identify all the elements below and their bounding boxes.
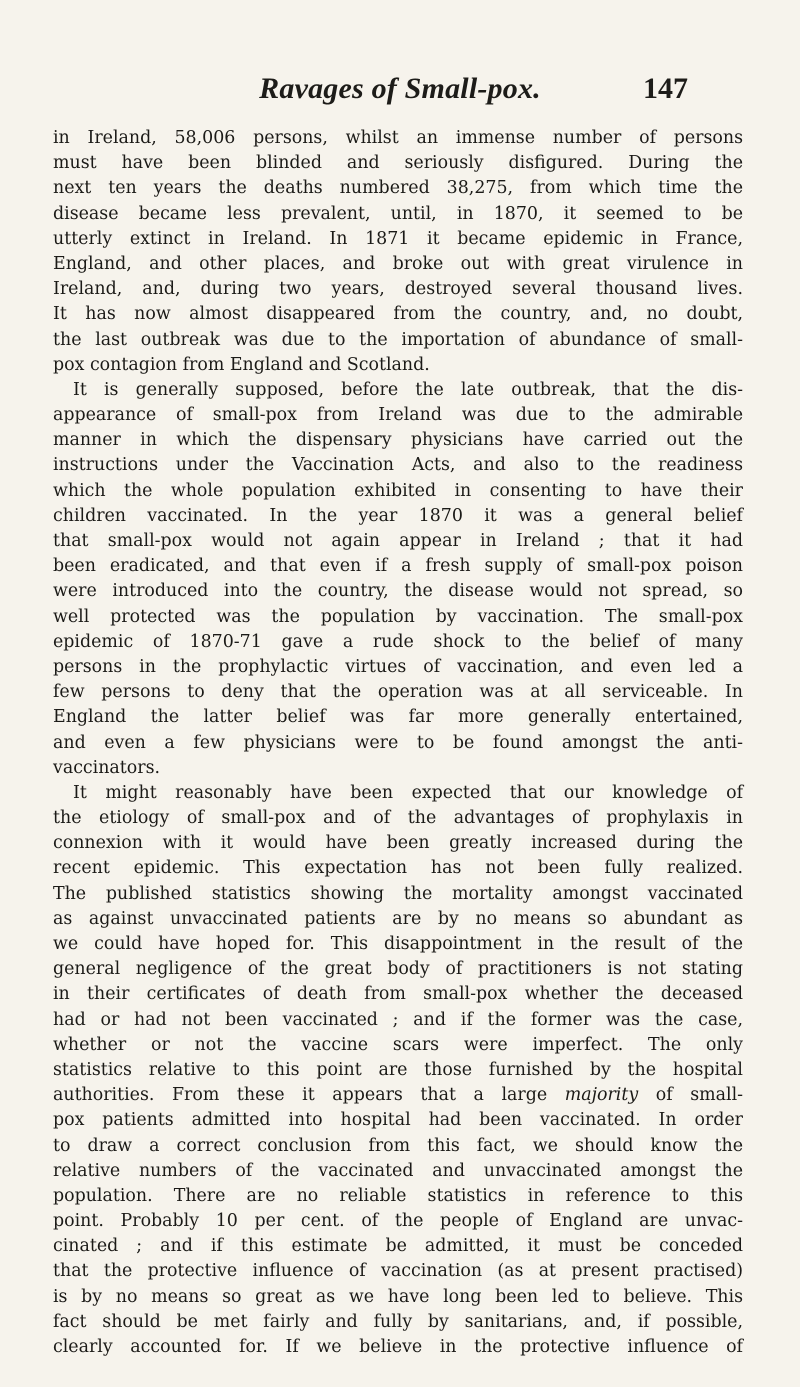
text-line: recent epidemic. This expectation has not been fully realized. [53, 858, 743, 879]
text-line: that the protective influence of vaccination (as at present practised) [53, 1261, 743, 1282]
text-line: well protected was the population by vaccination. The small-pox [53, 606, 743, 627]
text-line: Ireland, and, during two years, destroyed several thousand lives. [53, 279, 743, 300]
text-line: the etiology of small-pox and of the advantages of prophylaxis in [53, 808, 743, 829]
text-line: whether or not the vaccine scars were imperfect. The only [53, 1034, 743, 1055]
text-line: as against unvaccinated patients are by no means so abundant as [53, 908, 743, 929]
text-line: is by no means so great as we have long been led to believe. This [53, 1286, 743, 1307]
text-line: instructions under the Vaccination Acts, and also to the readiness [53, 455, 743, 476]
text-line: fact should be met fairly and fully by sanitarians, and, if possible, [53, 1311, 743, 1332]
text-line: children vaccinated. In the year 1870 it was a general belief [53, 505, 743, 526]
text-line: had or had not been vaccinated ; and if the former was the case, [53, 1009, 743, 1030]
text-line: It has now almost disappeared from the country, and, no doubt, [53, 304, 743, 325]
text-line: The published statistics showing the mortality amongst vaccinated [53, 883, 743, 904]
text-line: manner in which the dispensary physicians have carried out the [53, 430, 743, 451]
text-line: that small-pox would not again appear in Ireland ; that it had [53, 531, 743, 551]
text-line: were introduced into the country, the disease would not spread, so [53, 581, 743, 602]
text-line: to draw a correct conclusion from this fact, we should know the [53, 1135, 743, 1156]
running-head [0, 72, 800, 112]
text-line: point. Probably 10 per cent. of the people of England are unvac- [53, 1211, 743, 1232]
text-line: It is generally supposed, before the late outbreak, that the dis- [73, 379, 743, 400]
text-line: next ten years the deaths numbered 38,275, from which time the [53, 178, 743, 199]
emphasized-word: majority [564, 1085, 639, 1106]
text-line: connexion with it would have been greatly increased during the [53, 833, 743, 854]
text-line: relative numbers of the vaccinated and unvaccinated amongst the [53, 1160, 743, 1181]
text-line: appearance of small-pox from Ireland was due to the admirable [53, 405, 743, 426]
text-line: we could have hoped for. This disappointment in the result of the [53, 934, 743, 954]
text-line: disease became less prevalent, until, in 1870, it seemed to be [53, 203, 743, 224]
text-line: general negligence of the great body of practitioners is not stating [53, 959, 743, 980]
text-line: clearly accounted for. If we believe in the protective influence of [53, 1337, 743, 1357]
text-line: pox patients admitted into hospital had been vaccinated. In order [53, 1110, 743, 1131]
page-number: 147 [643, 72, 688, 105]
text-line: few persons to deny that the operation was at all serviceable. In [53, 682, 743, 703]
text-line: and even a few physicians were to be found amongst the anti- [53, 732, 743, 753]
text-line: England the latter belief was far more generally entertained, [53, 707, 743, 728]
text-line: authorities. From these it appears that a large majority of small- [53, 1085, 744, 1106]
text-line: cinated ; and if this estimate be admitted, it must be conceded [53, 1236, 743, 1257]
text-line: must have been blinded and seriously disfigured. During the [53, 153, 743, 174]
text-line: vaccinators. [53, 757, 161, 778]
text-line: which the whole population exhibited in consenting to have their [53, 480, 743, 501]
text-line: population. There are no reliable statistics in reference to this [53, 1185, 743, 1206]
text-line: England, and other places, and broke out with great virulence in [53, 253, 743, 274]
body-text [53, 126, 743, 1360]
text-line: statistics relative to this point are those furnished by the hospital [53, 1059, 743, 1080]
text-line: persons in the prophylactic virtues of vaccination, and even led a [53, 656, 743, 677]
text-line: in their certificates of death from small-pox whether the deceased [53, 984, 743, 1005]
text-line: been eradicated, and that even if a fresh supply of small-pox poison [53, 556, 743, 577]
text-line: in Ireland, 58,006 persons, whilst an immense number of persons [53, 128, 743, 148]
text-line: epidemic of 1870-71 gave a rude shock to the belief of many [53, 631, 743, 652]
text-line: the last outbreak was due to the importation of abundance of small- [53, 329, 743, 350]
text-line: It might reasonably have been expected that our knowledge of [73, 782, 743, 803]
text-line: pox contagion from England and Scotland. [53, 354, 430, 375]
running-title: Ravages of Small-pox. [259, 72, 541, 105]
text-line: utterly extinct in Ireland. In 1871 it became epidemic in France, [53, 228, 743, 249]
